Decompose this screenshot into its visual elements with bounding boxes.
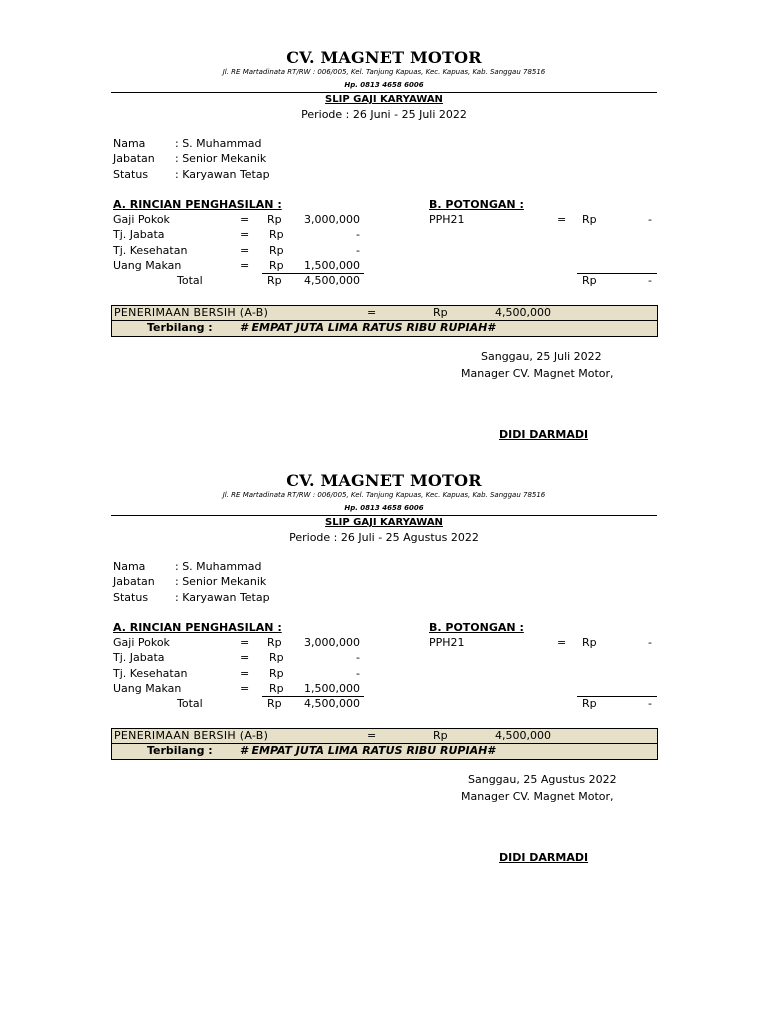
income-heading: A. RINCIAN PENGHASILAN : (113, 198, 282, 211)
income-amount: 3,000,000 (304, 213, 360, 226)
header-divider (111, 92, 657, 93)
income-total-label: Total (177, 697, 203, 710)
slip-title: SLIP GAJI KARYAWAN (325, 94, 443, 105)
deduction-eq: = (557, 213, 567, 226)
income-eq: = (240, 259, 250, 272)
company-phone: Hp. 0813 4658 6006 (344, 81, 424, 89)
deduction-total-amount: - (648, 274, 652, 287)
deduction-label: PPH21 (429, 213, 465, 226)
sign-role: Manager CV. Magnet Motor, (461, 367, 614, 380)
income-label: Uang Makan (113, 259, 182, 272)
net-pay-currency: Rp (433, 306, 448, 319)
signatory-name: DIDI DARMADI (499, 428, 589, 441)
income-amount: - (356, 228, 360, 241)
income-amount: - (356, 244, 360, 257)
income-eq: = (240, 667, 250, 680)
salary-slip (0, 0, 768, 441)
income-label: Tj. Jabata (113, 651, 165, 664)
sign-date: Sanggau, 25 Agustus 2022 (468, 773, 617, 786)
status-label: Status (113, 168, 149, 181)
income-currency: Rp (267, 213, 282, 226)
signatory-name: DIDI DARMADI (499, 851, 589, 864)
net-pay-box (111, 728, 658, 760)
net-pay-amount: 4,500,000 (495, 729, 551, 742)
net-pay-row (112, 729, 657, 744)
slip-period: Periode : 26 Juli - 25 Agustus 2022 (289, 531, 479, 544)
income-total-amount: 4,500,000 (304, 697, 360, 710)
spelled-amount-value: # EMPAT JUTA LIMA RATUS RIBU RUPIAH# (240, 744, 495, 757)
net-pay-row (112, 306, 657, 321)
spelled-amount-row (112, 744, 657, 759)
company-phone: Hp. 0813 4658 6006 (344, 504, 424, 512)
income-eq: = (240, 228, 250, 241)
sign-date: Sanggau, 25 Juli 2022 (481, 350, 602, 363)
income-currency: Rp (269, 667, 284, 680)
slip-period: Periode : 26 Juni - 25 Juli 2022 (301, 108, 467, 121)
income-amount: - (356, 651, 360, 664)
income-eq: = (240, 636, 250, 649)
deduction-currency: Rp (582, 636, 597, 649)
spelled-amount-label: Terbilang : (147, 744, 213, 757)
income-label: Gaji Pokok (113, 636, 170, 649)
company-name: CV. MAGNET MOTOR (286, 471, 482, 490)
income-total-currency: Rp (267, 697, 282, 710)
income-label: Tj. Jabata (113, 228, 165, 241)
income-label: Uang Makan (113, 682, 182, 695)
income-amount: - (356, 667, 360, 680)
income-total-currency: Rp (267, 274, 282, 287)
position-label: Jabatan (113, 575, 155, 588)
net-pay-currency: Rp (433, 729, 448, 742)
income-heading: A. RINCIAN PENGHASILAN : (113, 621, 282, 634)
spelled-amount-label: Terbilang : (147, 321, 213, 334)
status-value: : Karyawan Tetap (175, 591, 270, 604)
income-total-amount: 4,500,000 (304, 274, 360, 287)
net-pay-eq: = (367, 729, 377, 742)
name-value: : S. Muhammad (175, 137, 262, 150)
income-eq: = (240, 244, 250, 257)
income-amount: 1,500,000 (304, 259, 360, 272)
income-amount: 1,500,000 (304, 682, 360, 695)
deduction-currency: Rp (582, 213, 597, 226)
salary-slip (0, 423, 768, 864)
name-label: Nama (113, 560, 146, 573)
income-currency: Rp (269, 682, 284, 695)
spelled-amount-value: # EMPAT JUTA LIMA RATUS RIBU RUPIAH# (240, 321, 495, 334)
deduction-heading: B. POTONGAN : (429, 621, 524, 634)
income-label: Tj. Kesehatan (113, 244, 188, 257)
income-currency: Rp (269, 259, 284, 272)
net-pay-label: PENERIMAAN BERSIH (A-B) (114, 306, 269, 319)
income-eq: = (240, 682, 250, 695)
name-value: : S. Muhammad (175, 560, 262, 573)
income-currency: Rp (269, 651, 284, 664)
income-currency: Rp (269, 228, 284, 241)
net-pay-eq: = (367, 306, 377, 319)
deduction-amount: - (648, 213, 652, 226)
income-amount: 3,000,000 (304, 636, 360, 649)
income-eq: = (240, 213, 250, 226)
income-eq: = (240, 651, 250, 664)
position-label: Jabatan (113, 152, 155, 165)
income-label: Tj. Kesehatan (113, 667, 188, 680)
net-pay-amount: 4,500,000 (495, 306, 551, 319)
deduction-total-currency: Rp (582, 274, 597, 287)
income-total-label: Total (177, 274, 203, 287)
sign-role: Manager CV. Magnet Motor, (461, 790, 614, 803)
spelled-amount-row (112, 321, 657, 336)
status-value: : Karyawan Tetap (175, 168, 270, 181)
position-value: : Senior Mekanik (175, 575, 267, 588)
company-name: CV. MAGNET MOTOR (286, 48, 482, 67)
header-divider (111, 515, 657, 516)
net-pay-label: PENERIMAAN BERSIH (A-B) (114, 729, 269, 742)
income-currency: Rp (269, 244, 284, 257)
deduction-total-currency: Rp (582, 697, 597, 710)
net-pay-box (111, 305, 658, 337)
deduction-heading: B. POTONGAN : (429, 198, 524, 211)
income-currency: Rp (267, 636, 282, 649)
deduction-label: PPH21 (429, 636, 465, 649)
status-label: Status (113, 591, 149, 604)
position-value: : Senior Mekanik (175, 152, 267, 165)
deduction-eq: = (557, 636, 567, 649)
slip-title: SLIP GAJI KARYAWAN (325, 517, 443, 528)
deduction-total-amount: - (648, 697, 652, 710)
income-label: Gaji Pokok (113, 213, 170, 226)
deduction-amount: - (648, 636, 652, 649)
company-address: Jl. RE Martadinata RT/RW : 006/005, Kel. Tanjung Kapuas, Kec. Kapuas, Kab. Sanggau 78516 (222, 491, 546, 499)
name-label: Nama (113, 137, 146, 150)
company-address: Jl. RE Martadinata RT/RW : 006/005, Kel. Tanjung Kapuas, Kec. Kapuas, Kab. Sanggau 78516 (222, 68, 546, 76)
